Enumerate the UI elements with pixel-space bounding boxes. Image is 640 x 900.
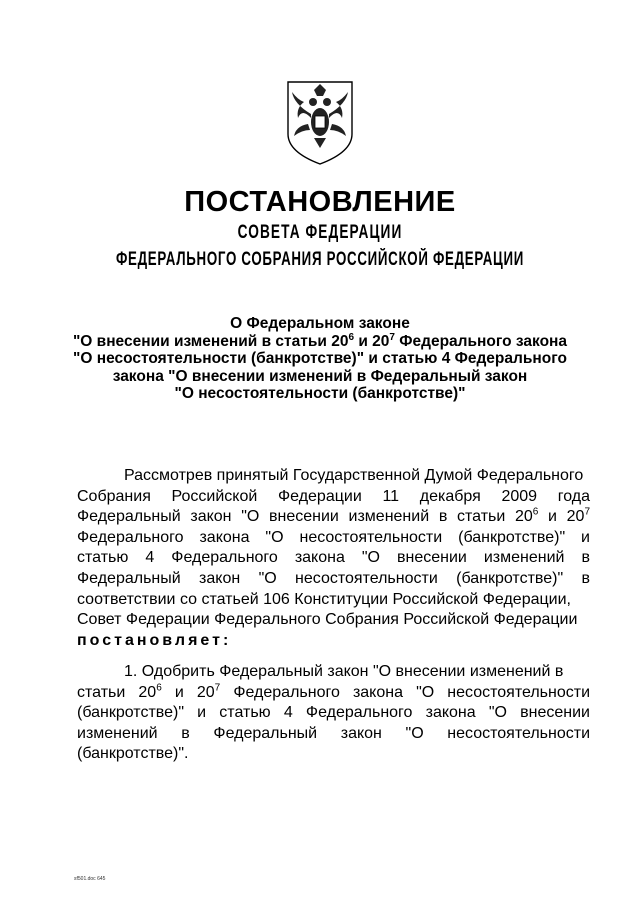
preamble-paragraph bbox=[77, 466, 590, 651]
text-line: Собрания Российской Федерации 11 декабря 2009 года bbox=[77, 487, 590, 505]
subject-line: закона "О внесении изменений в Федеральный закон bbox=[112, 367, 528, 385]
text-line: Федеральный закон "О внесении изменений в статьи $20^6$ и $20^7$ bbox=[77, 506, 590, 526]
text-line: статью 4 Федерального закона "О внесении изменений в bbox=[77, 549, 590, 567]
text-line: Федеральный закон "О несостоятельности (банкротстве)" в bbox=[77, 569, 590, 587]
text-line: (банкротстве)" и статью 4 Федерального закона "О внесении bbox=[77, 704, 590, 722]
subject-line: "О несостоятельности (банкротстве)" bbox=[174, 385, 466, 402]
subject-line: "О внесении изменений в статьи $20^6$ и $20^7$ Федерального закона bbox=[72, 331, 568, 350]
assembly-name: ФЕДЕРАЛЬНОГО СОБРАНИЯ РОССИЙСКОЙ ФЕДЕРАЦИИ bbox=[116, 249, 524, 270]
resolves-keyword: постановляет: bbox=[77, 631, 232, 649]
text-line: 1. Одобрить Федеральный закон "О внесении изменений в bbox=[124, 663, 564, 680]
document-title: ПОСТАНОВЛЕНИЕ bbox=[184, 186, 456, 218]
text-line: соответствии со статьей 106 Конституции Российской Федерации, bbox=[77, 590, 571, 608]
text-line: Рассмотрев принятый Государственной Думой Федерального bbox=[124, 467, 584, 484]
text-line: Совет Федерации Федерального Собрания Российской Федерации bbox=[77, 611, 578, 629]
text-line: Федерального закона "О несостоятельности (банкротстве)" и bbox=[77, 528, 590, 546]
file-code: sf501.doc 645 bbox=[74, 876, 106, 882]
subject-line: "О несостоятельности (банкротстве)" и статью 4 Федерального bbox=[73, 350, 567, 367]
text-line: изменений в Федеральный закон "О несостоятельности bbox=[77, 724, 590, 742]
coat-of-arms-emblem bbox=[284, 78, 356, 166]
text-line: (банкротстве)". bbox=[77, 745, 189, 763]
resolution-item-1 bbox=[77, 662, 590, 765]
subject-heading bbox=[60, 315, 580, 403]
subject-line: О Федеральном законе bbox=[230, 315, 410, 332]
council-name: СОВЕТА ФЕДЕРАЦИИ bbox=[237, 222, 403, 243]
text-line: статьи $20^6$ и $20^7$ Федерального закона "О несостоятельности bbox=[77, 682, 591, 701]
